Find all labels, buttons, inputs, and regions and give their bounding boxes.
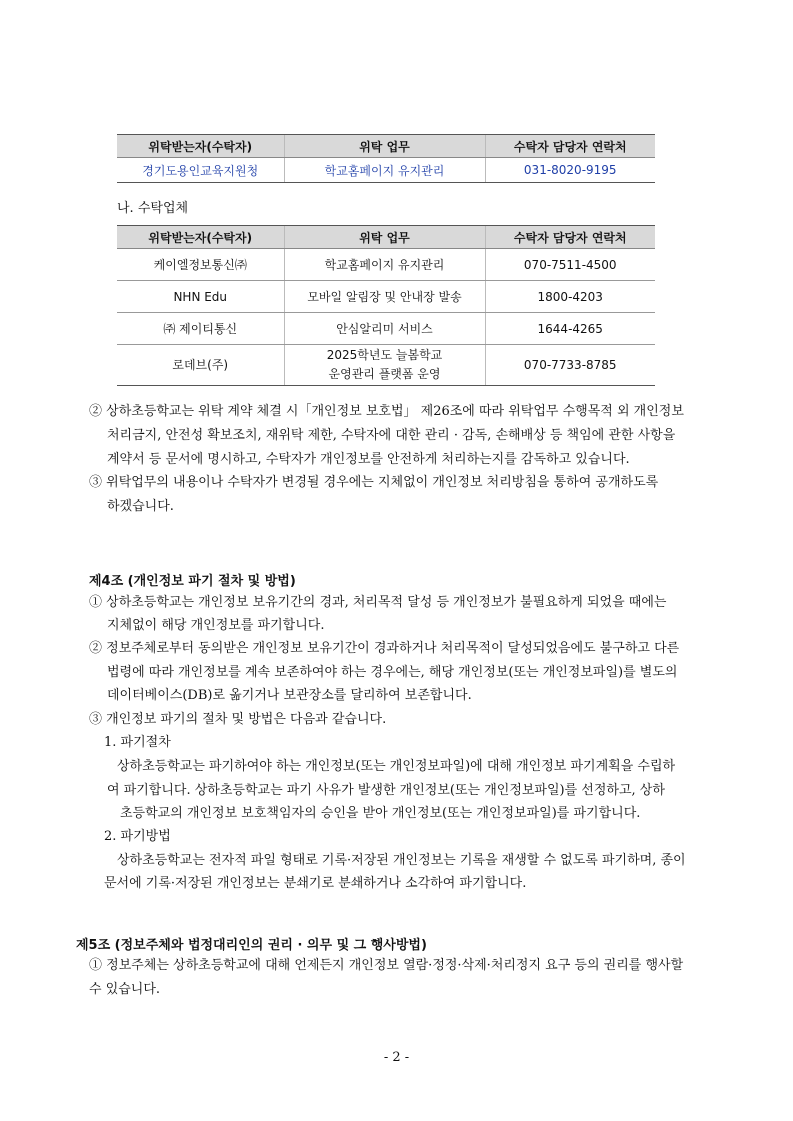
paragraph-line: 데이터베이스(DB)로 옮기거나 보관장소를 달리하여 보존합니다.	[107, 688, 472, 703]
subsection-title: 1. 파기절차	[104, 735, 171, 750]
table-cell: 모바일 알림장 및 안내장 발송	[284, 281, 485, 313]
header-cell: 수탁자 담당자 연락처	[485, 226, 655, 249]
paragraph-line: 상하초등학교는 파기하여야 하는 개인정보(또는 개인정보파일)에 대해 개인정보 파기계획을 수립하	[117, 759, 676, 774]
table-cell: 070-7733-8785	[485, 345, 655, 386]
paragraph-line: 지체없이 해당 개인정보를 파기합니다.	[107, 618, 325, 633]
table-cell	[284, 345, 485, 386]
table-cell: 031-8020-9195	[485, 158, 655, 183]
paragraph-line: 상하초등학교는 전자적 파일 형태로 기록·저장된 개인정보는 기록을 재생할 수 없도록 파기하며, 종이	[117, 853, 686, 868]
table-row	[117, 281, 655, 313]
table-cell: 070-7511-4500	[485, 249, 655, 281]
table-cell: 1800-4203	[485, 281, 655, 313]
table-header-row	[117, 226, 655, 249]
paragraph-line: 수 있습니다.	[89, 982, 161, 997]
table-cell: 학교홈페이지 유지관리	[284, 158, 485, 183]
section-4-title: 제4조 (개인정보 파기 절차 및 방법)	[89, 574, 296, 589]
subsection-title: 나. 수탁업체	[117, 201, 189, 216]
table-cell: 로데브(주)	[117, 345, 284, 386]
paragraph-line: ① 상하초등학교는 개인정보 보유기간의 경과, 처리목적 달성 등 개인정보가 불필요하게 되었을 때에는	[89, 595, 667, 610]
paragraph-line: 처리금지, 안전성 확보조치, 재위탁 제한, 수탁자에 대한 관리 · 감독, 손해배상 등 책임에 관한 사항을	[107, 428, 676, 443]
subsection-title: 2. 파기방법	[104, 829, 171, 844]
paragraph-line: ② 정보주체로부터 동의받은 개인정보 보유기간이 경과하거나 처리목적이 달성되었음에도 불구하고 다른	[89, 641, 680, 656]
paragraph-line: 계약서 등 문서에 명시하고, 수탁자가 개인정보를 안전하게 처리하는지를 감독하고 있습니다.	[107, 452, 630, 467]
table-cell: ㈜ 제이티통신	[117, 313, 284, 345]
paragraph-line: 법령에 따라 개인정보를 계속 보존하여야 하는 경우에는, 해당 개인정보(또는 개인정보파일)를 별도의	[107, 665, 678, 680]
paragraph-line: ③ 위탁업무의 내용이나 수탁자가 변경될 경우에는 지체없이 개인정보 처리방침을 통하여 공개하도록	[89, 475, 659, 490]
table-cell: 안심알리미 서비스	[284, 313, 485, 345]
paragraph-line: ② 상하초등학교는 위탁 계약 체결 시「개인정보 보호법」 제26조에 따라 위탁업무 수행목적 외 개인정보	[89, 404, 684, 419]
header-cell: 위탁 업무	[284, 226, 485, 249]
header-cell: 위탁 업무	[284, 135, 485, 158]
page-number: - 2 -	[383, 1050, 410, 1065]
paragraph-line: 하겠습니다.	[107, 499, 174, 514]
header-cell: 위탁받는자(수탁자)	[117, 135, 284, 158]
paragraph-line: ③ 개인정보 파기의 절차 및 방법은 다음과 같습니다.	[89, 712, 387, 727]
header-cell: 위탁받는자(수탁자)	[117, 226, 284, 249]
table-row	[117, 158, 655, 183]
paragraph-line: ① 정보주체는 상하초등학교에 대해 언제든지 개인정보 열람·정정·삭제·처리정지 요구 등의 권리를 행사할	[89, 958, 684, 973]
table-cell: 1644-4265	[485, 313, 655, 345]
table-row	[117, 345, 655, 386]
paragraph-line: 여 파기합니다. 상하초등학교는 파기 사유가 발생한 개인정보(또는 개인정보파일)를 선정하고, 상하	[107, 783, 665, 798]
section-5-title: 제5조 (정보주체와 법정대리인의 권리 · 의무 및 그 행사방법)	[76, 938, 427, 953]
table-cell: 케이엘정보통신㈜	[117, 249, 284, 281]
paragraph-line: 초등학교의 개인정보 보호책임자의 승인을 받아 개인정보(또는 개인정보파일)를 파기합니다.	[120, 806, 641, 821]
task-line-2: 운영관리 플랫폼 운영	[328, 367, 441, 381]
table-cell: 학교홈페이지 유지관리	[284, 249, 485, 281]
table-cell: NHN Edu	[117, 281, 284, 313]
delegation-table-1	[117, 134, 655, 183]
task-line-1: 2025학년도 늘봄학교	[326, 348, 443, 362]
header-cell: 수탁자 담당자 연락처	[485, 135, 655, 158]
table-cell: 경기도용인교육지원청	[117, 158, 284, 183]
delegation-table-2	[117, 225, 655, 386]
paragraph-line: 문서에 기록·저장된 개인정보는 분쇄기로 분쇄하거나 소각하여 파기합니다.	[104, 876, 527, 891]
table-row	[117, 249, 655, 281]
table-row	[117, 313, 655, 345]
table-header-row	[117, 135, 655, 158]
